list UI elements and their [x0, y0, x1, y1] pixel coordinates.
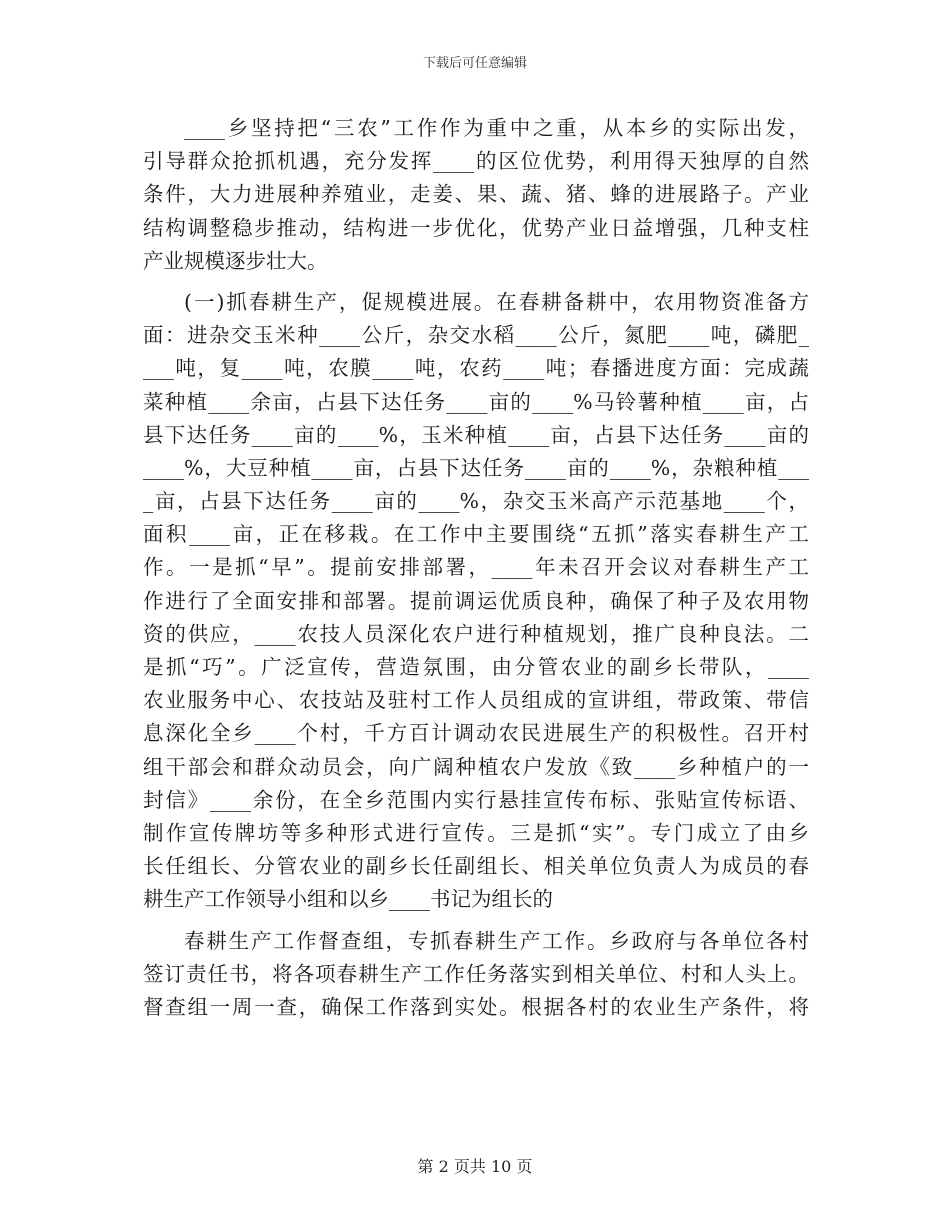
text-line: 县下达任务____亩的____%，玉米种植____亩，占县下达任务____亩的 [143, 422, 809, 447]
text-line: 长任组长、分管农业的副乡长任副组长、相关单位负责人为成员的春 [143, 854, 809, 879]
text-line: _亩，占县下达任务____亩的____%，杂交玉米高产示范基地____个， [143, 489, 809, 514]
text-line: 作。一是抓“早”。提前安排部署，____年未召开会议对春耕生产工 [143, 555, 809, 580]
text-line: 农业服务中心、农技站及驻村工作人员组成的宣讲组，带政策、带信 [143, 688, 809, 713]
page-footer: 第 2 页共 10 页 [417, 1157, 533, 1176]
text-line: 结构调整稳步推动，结构进一步优化，优势产业日益增强，几种支柱 [143, 215, 809, 240]
text-line: 资的供应，____农技人员深化农户进行种植规划，推广良种良法。二 [143, 621, 809, 646]
text-line: 面积____亩，正在移栽。在工作中主要围绕“五抓”落实春耕生产工 [143, 522, 809, 547]
text-line: 是抓“巧”。广泛宣传，营造氛围，由分管农业的副乡长带队，____ [143, 655, 809, 679]
text-line: ____%，大豆种植____亩，占县下达任务____亩的____%，杂粮种植___ [143, 455, 809, 480]
text-line: (一)抓春耕生产，促规模进展。在春耕备耕中，农用物资准备方 [184, 289, 809, 314]
text-line: 引导群众抢抓机遇，充分发挥____的区位优势，利用得天独厚的自然 [143, 149, 809, 174]
text-line: 菜种植____余亩，占县下达任务____亩的____%马铃薯种植____亩，占 [143, 389, 809, 414]
text-line: ___吨，复____吨，农膜____吨，农药____吨；春播进度方面：完成蔬 [143, 356, 809, 381]
text-line: 息深化全乡____个村，千方百计调动农民进展生产的积极性。召开村 [143, 721, 809, 746]
text-line: 签订责任书，将各项春耕生产工作任务落实到相关单位、村和人头上。 [143, 961, 809, 986]
text-line: 作进行了全面安排和部署。提前调运优质良种，确保了种子及农用物 [143, 588, 809, 613]
text-line: 条件，大力进展种养殖业，走姜、果、蔬、猪、蜂的进展路子。产业 [143, 182, 809, 207]
text-line: 组干部会和群众动员会，向广阔种植农户发放《致____乡种植户的一 [143, 754, 809, 779]
text-line: 督查组一周一查，确保工作落到实处。根据各村的农业生产条件，将 [143, 994, 809, 1019]
text-line: 制作宣传牌坊等多种形式进行宣传。三是抓“实”。专门成立了由乡 [143, 820, 809, 845]
text-line: 产业规模逐步壮大。 [143, 248, 328, 273]
paragraph-2 [143, 286, 809, 917]
text-line: 封信》____余份，在全乡范围内实行悬挂宣传布标、张贴宣传标语、 [143, 787, 809, 812]
text-line: 面：进杂交玉米种____公斤，杂交水稻____公斤，氮肥____吨，磷肥_ [143, 323, 809, 348]
document-body [143, 112, 809, 1024]
page-header: 下载后可任意编辑 [422, 56, 527, 71]
text-line: 春耕生产工作督查组，专抓春耕生产工作。乡政府与各单位各村 [184, 928, 809, 953]
text-line: 耕生产工作领导小组和以乡____书记为组长的 [143, 887, 553, 912]
text-line: ____乡坚持把“三农”工作作为重中之重，从本乡的实际出发， [184, 116, 809, 140]
paragraph-1 [143, 112, 809, 278]
paragraph-3 [143, 925, 809, 1025]
